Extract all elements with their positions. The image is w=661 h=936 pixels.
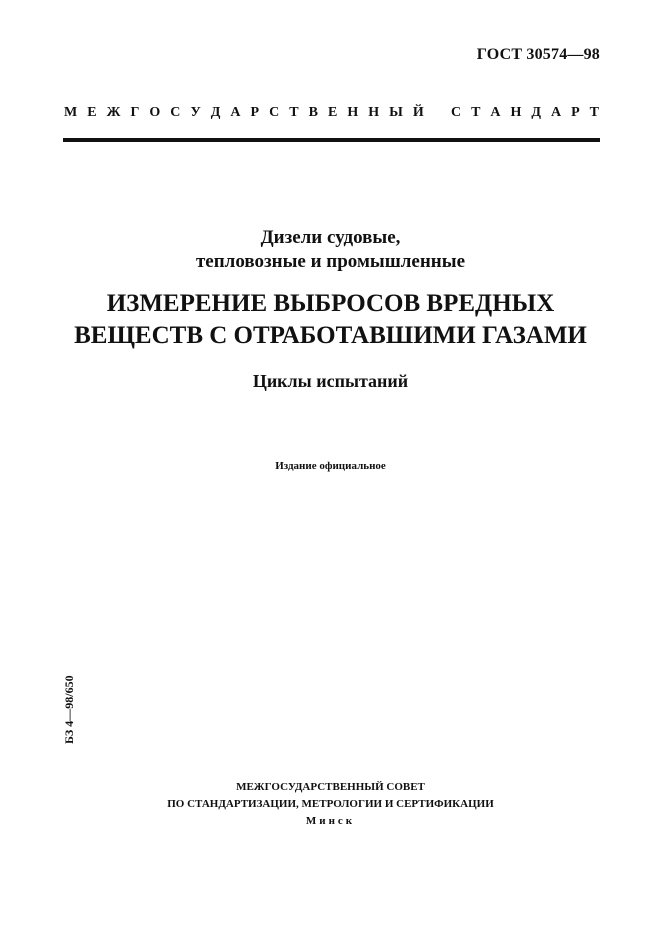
title-line-1: ИЗМЕРЕНИЕ ВЫБРОСОВ ВРЕДНЫХ: [106, 290, 555, 317]
letter: А: [230, 105, 241, 120]
letter: Д: [531, 105, 541, 120]
letter: Т: [289, 105, 299, 120]
letter: М: [64, 105, 78, 120]
header-divider: [63, 138, 600, 142]
standard-number: ГОСТ 30574—98: [476, 46, 600, 63]
letter: А: [490, 105, 501, 120]
letter: Е: [87, 105, 97, 120]
letter: Н: [347, 105, 359, 120]
publisher-line-1: МЕЖГОСУДАРСТВЕННЫЙ СОВЕТ: [236, 781, 425, 793]
subtitle-line-2: тепловозные и промышленные: [195, 251, 466, 272]
standard-type-heading: [64, 105, 599, 121]
subtitle-line-1: Дизели судовые,: [260, 227, 401, 248]
letter: Ж: [106, 105, 121, 120]
document-subtitle: [0, 226, 661, 274]
letter: Е: [327, 105, 338, 120]
letter: Й: [412, 105, 424, 120]
letter: С: [451, 105, 462, 120]
letter: Ы: [389, 105, 403, 120]
letter: Д: [210, 105, 221, 120]
letter: О: [149, 105, 161, 120]
letter: Н: [510, 105, 522, 120]
publisher-line-2: ПО СТАНДАРТИЗАЦИИ, МЕТРОЛОГИИ И СЕРТИФИКАЦИИ: [167, 798, 494, 810]
letter: Н: [368, 105, 380, 120]
letter: Т: [471, 105, 481, 120]
letter: А: [550, 105, 562, 120]
letter: С: [269, 105, 280, 120]
title-line-2: ВЕЩЕСТВ С ОТРАБОТАВШИМИ ГАЗАМИ: [74, 322, 587, 349]
official-edition-note: Издание официальное: [275, 460, 386, 472]
publisher-city: Минск: [305, 815, 356, 827]
document-section-title: Циклы испытаний: [252, 371, 409, 391]
side-publication-code: БЗ 4—98/650: [62, 675, 76, 744]
letter: С: [170, 105, 181, 120]
letter: В: [308, 105, 318, 120]
letter: Р: [250, 105, 260, 120]
letter: Г: [130, 105, 140, 120]
standard-type-word-standard: [451, 105, 599, 121]
letter: У: [190, 105, 201, 120]
letter: Р: [571, 105, 580, 120]
standard-type-word-interstate: [64, 105, 424, 121]
publisher-block: [0, 779, 661, 830]
letter: Т: [589, 105, 599, 120]
document-title: [0, 288, 661, 352]
